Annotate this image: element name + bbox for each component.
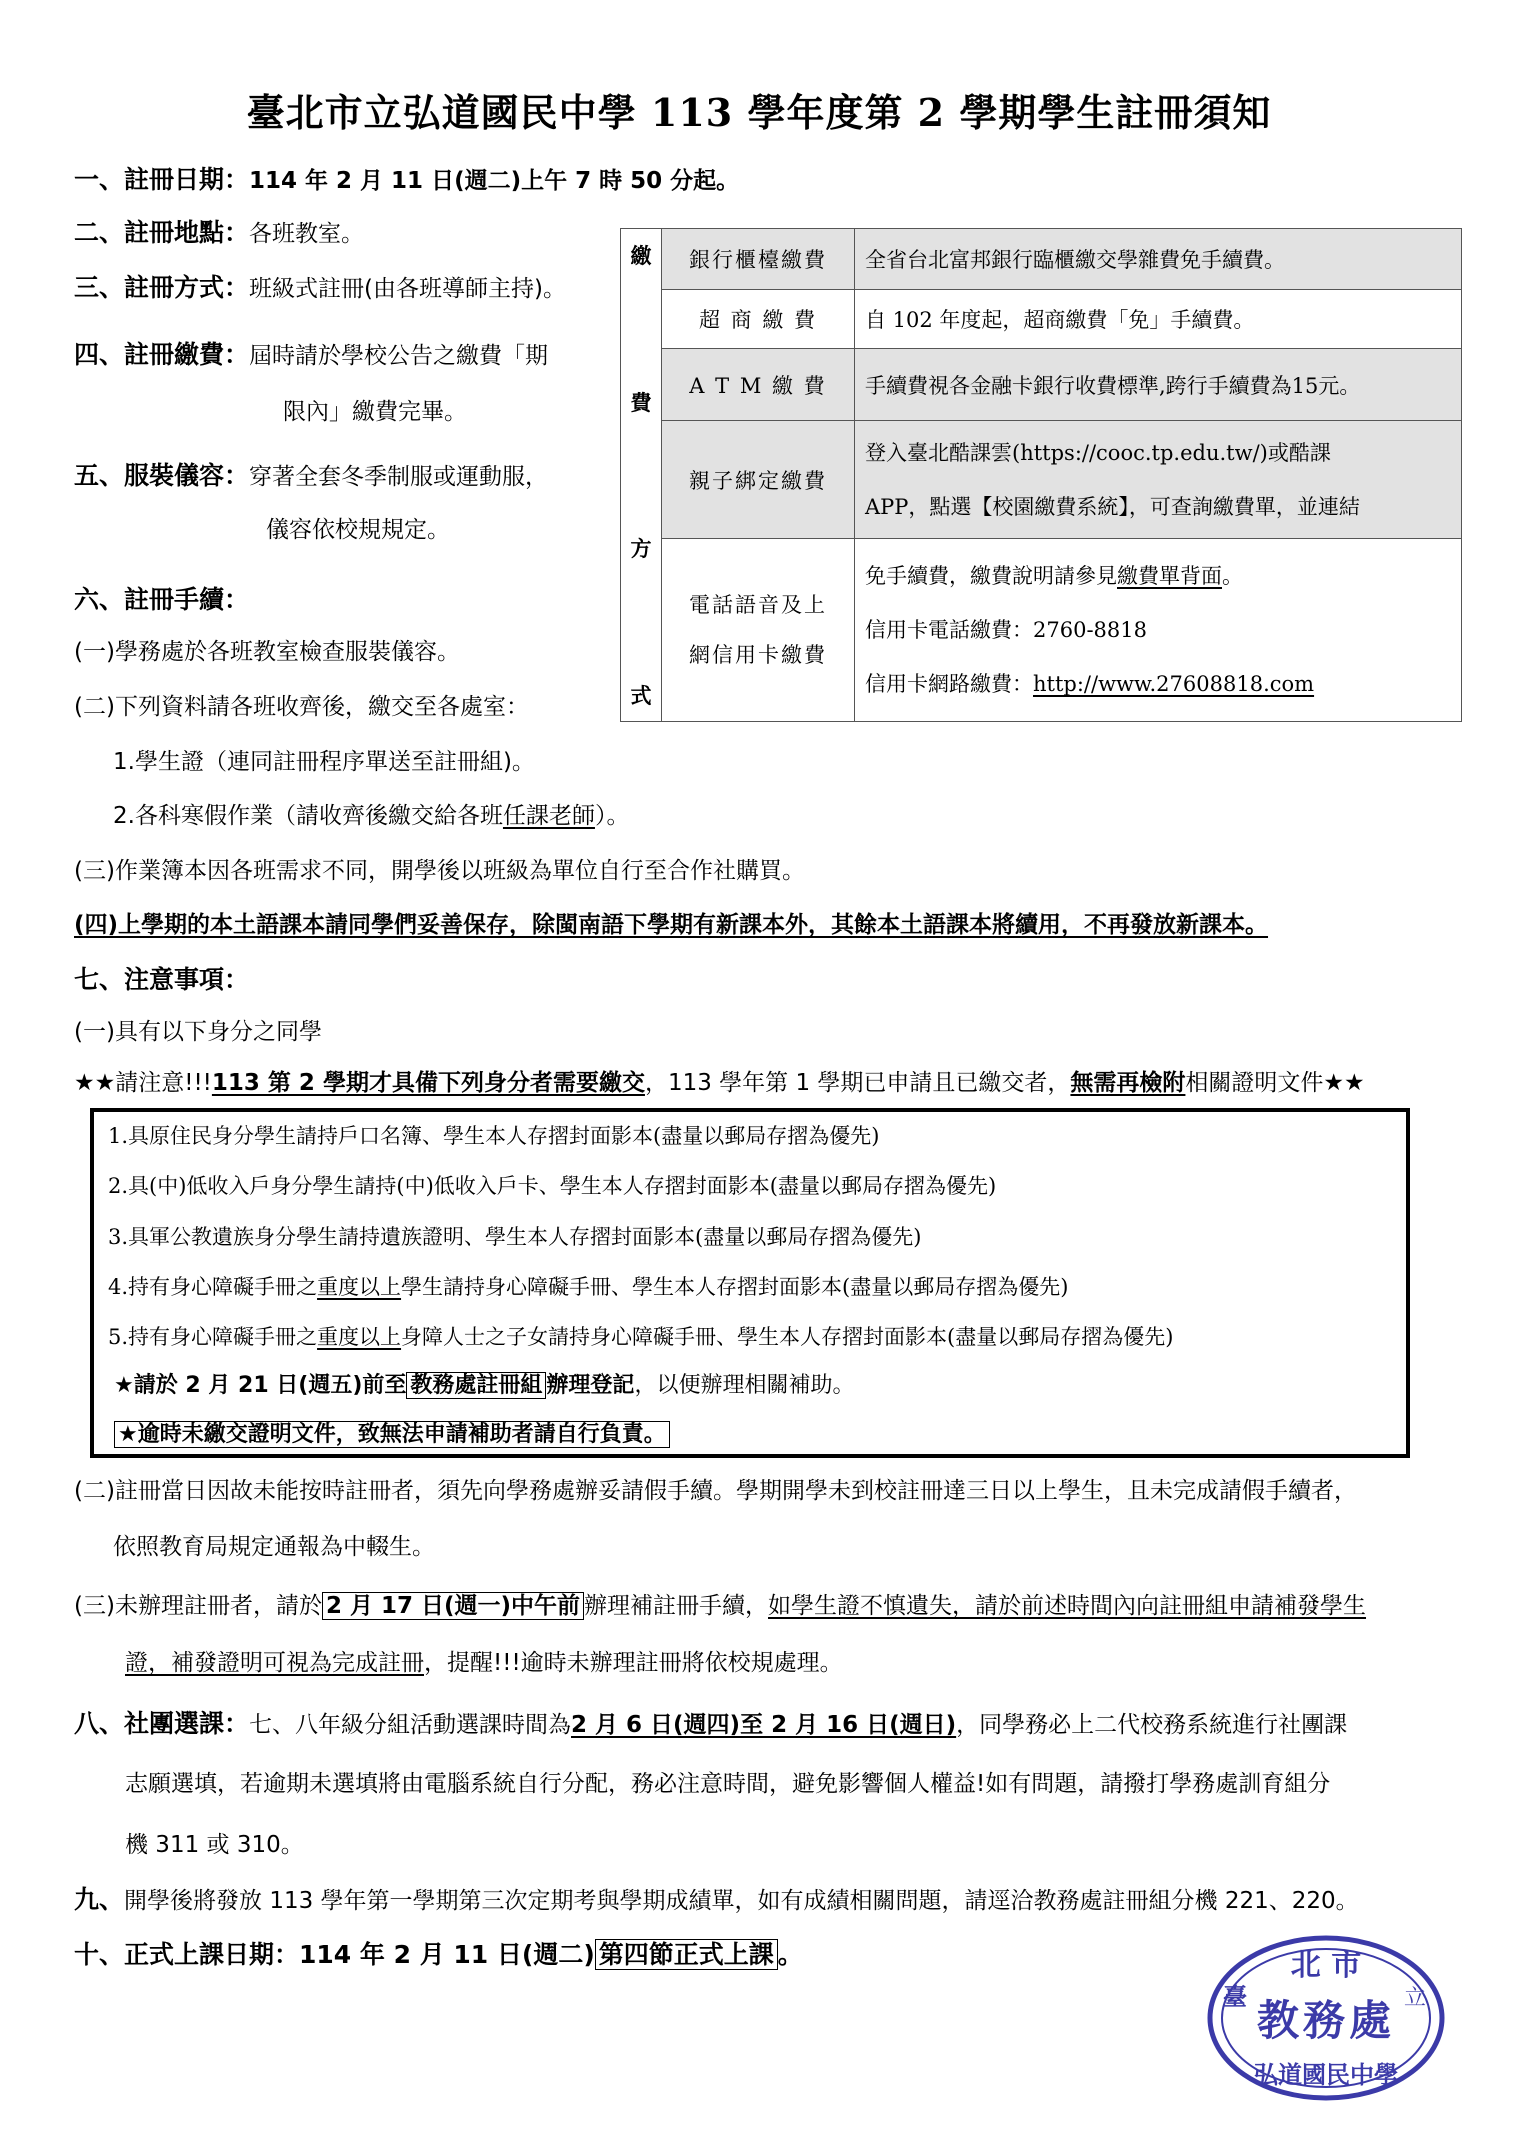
dress-code-text-1: 穿著全套冬季制服或運動服， bbox=[249, 464, 549, 490]
payment-methods-table bbox=[620, 228, 1462, 722]
section-heading: 八、社團選課： bbox=[74, 1709, 250, 1738]
seal-center-text: 教務處 bbox=[1256, 1996, 1396, 2045]
academic-affairs-registration-text: 教務處註冊組 bbox=[406, 1372, 546, 1399]
fourth-period-text: 第四節正式上課 bbox=[595, 1939, 778, 1970]
desc-line bbox=[865, 549, 1451, 603]
payment-method-desc: 手續費視各金融卡銀行收費標準,跨行手續費為15元。 bbox=[855, 349, 1462, 421]
seal-bottom-text: 弘道國民中學 bbox=[1254, 2060, 1398, 2089]
reissue-text: 證，補發證明可視為完成註冊 bbox=[125, 1650, 424, 1676]
side-char: 方 bbox=[630, 536, 652, 562]
identity-item-1: 1.具原住民身分學生請持戶口名簿、學生本人存摺封面影本(盡量以郵局存摺為優先) bbox=[108, 1124, 880, 1148]
payment-method-desc bbox=[855, 421, 1462, 539]
club-period-text: 2 月 6 日(週四)至 2 月 16 日(週日) bbox=[571, 1712, 957, 1738]
payment-method-desc: 全省台北富邦銀行臨櫃繳交學雜費免手續費。 bbox=[855, 229, 1462, 290]
notes-item-2-line-1: (二)註冊當日因故未能按時註冊者，須先向學務處辦妥請假手續。學期開學未到校註冊達三日以上學生，且未完成請假手續者， bbox=[74, 1478, 1357, 1504]
seal-right-text: 立 bbox=[1403, 1986, 1427, 2011]
side-char: 式 bbox=[630, 682, 652, 708]
club-text-line-2: 志願選填，若逾期未選填將由電腦系統自行分配，務必注意時間，避免影響個人權益!如有問題，請撥打學務處訓育組分 bbox=[125, 1771, 1331, 1797]
notes-text: ，提醒!!!逾時未辦理註冊將依校規處理。 bbox=[424, 1650, 843, 1676]
payment-row-convenience-store bbox=[621, 290, 1462, 349]
side-char: 繳 bbox=[630, 243, 652, 268]
section-registration-date bbox=[74, 160, 739, 196]
payment-row-parent-binding bbox=[621, 421, 1462, 539]
section-registration-method bbox=[74, 268, 566, 304]
warning-text: ★逾時未繳交證明文件，致無法申請補助者請自行負責。 bbox=[114, 1421, 670, 1448]
class-start-text: 十、正式上課日期：114 年 2 月 11 日(週二) bbox=[74, 1940, 595, 1969]
deadline-text: 辦理登記 bbox=[546, 1373, 635, 1398]
makeup-deadline-text: 2 月 17 日(週一)中午前 bbox=[322, 1592, 584, 1620]
page-title: 臺北市立弘道國民中學 113 學年度第 2 學期學生註冊須知 bbox=[246, 90, 1272, 135]
identity-text: 4.持有身心障礙手冊之 bbox=[108, 1275, 318, 1299]
desc-line: 信用卡電話繳費：2760-8818 bbox=[865, 618, 1147, 642]
academic-affairs-seal bbox=[1205, 1933, 1447, 2103]
notes-attention-line bbox=[74, 1064, 1365, 1097]
registration-fee-text-1: 屆時請於學校公告之繳費「期 bbox=[249, 343, 549, 369]
name-line: 網信用卡繳費 bbox=[689, 643, 827, 667]
notes-item-1: (一)具有以下身分之同學 bbox=[74, 1019, 322, 1045]
procedure-item-1: (一)學務處於各班教室檢查服裝儀容。 bbox=[74, 639, 460, 665]
seal-left-text: 臺 bbox=[1223, 1982, 1247, 2011]
payment-method-name bbox=[662, 539, 855, 722]
payment-method-name: A T M 繳 費 bbox=[662, 349, 855, 421]
payment-method-desc: 自 102 年度起，超商繳費「免」手續費。 bbox=[855, 290, 1462, 349]
payment-method-name: 親子綁定繳費 bbox=[662, 421, 855, 539]
class-start-end: 。 bbox=[777, 1940, 803, 1969]
attention-no-need: 無需再檢附 bbox=[1070, 1070, 1186, 1096]
notes-item-2-line-2: 依照教育局規定通報為中輟生。 bbox=[113, 1534, 435, 1560]
seal-top-text: 北 市 bbox=[1290, 1948, 1362, 1983]
late-submission-warning bbox=[114, 1417, 670, 1448]
payment-method-desc bbox=[855, 539, 1462, 722]
section-heading-notes: 七、注意事項： bbox=[74, 965, 250, 994]
side-char: 費 bbox=[630, 389, 652, 415]
registration-location-text: 各班教室。 bbox=[249, 221, 365, 247]
notes-text: 辦理補註冊手續， bbox=[584, 1593, 769, 1619]
section-heading: 五、服裝儀容： bbox=[74, 461, 250, 490]
section-class-start bbox=[74, 1935, 803, 1971]
desc-line bbox=[865, 657, 1451, 711]
identity-item-3: 3.具軍公教遺族身分學生請持遺族證明、學生本人存摺封面影本(盡量以郵局存摺為優先) bbox=[108, 1225, 922, 1249]
procedure-item-2b bbox=[113, 797, 629, 830]
section-report-cards bbox=[74, 1880, 1359, 1916]
section-club-selection bbox=[74, 1704, 1347, 1740]
payment-website-link[interactable]: http://www.27608818.com bbox=[1033, 672, 1315, 696]
section-heading-procedures: 六、註冊手續： bbox=[74, 585, 250, 614]
subject-teacher-text: 任課老師 bbox=[502, 803, 595, 829]
procedure-item-2a: 1.學生證（連同註冊程序單送至註冊組)。 bbox=[113, 749, 535, 775]
registration-method-text: 班級式註冊(由各班導師主持)。 bbox=[249, 276, 566, 302]
procedure-item-2b-post: ）。 bbox=[594, 803, 630, 829]
identity-text: 學生請持身心障礙手冊、學生本人存摺封面影本(盡量以郵局存摺為優先) bbox=[401, 1275, 1069, 1299]
identity-text: 身障人士之子女請持身心障礙手冊、學生本人存摺封面影本(盡量以郵局存摺為優先) bbox=[401, 1325, 1174, 1349]
section-heading: 二、註冊地點： bbox=[74, 218, 250, 247]
severe-level-text: 重度以上 bbox=[317, 1275, 402, 1299]
section-heading: 一、註冊日期： bbox=[74, 165, 250, 194]
severe-level-text: 重度以上 bbox=[317, 1325, 402, 1349]
procedure-item-4: (四)上學期的本土語課本請同學們妥善保存，除閩南語下學期有新課本外，其餘本土語課本將續用，不再發放新課本。 bbox=[74, 912, 1269, 938]
payment-method-name: 超 商 繳 費 bbox=[662, 290, 855, 349]
attention-suffix: 相關證明文件★★ bbox=[1185, 1070, 1365, 1096]
club-text: ，同學務必上二代校務系統進行社團課 bbox=[956, 1712, 1348, 1738]
attention-prefix: ★★請注意!!! bbox=[74, 1070, 212, 1096]
procedure-item-3: (三)作業簿本因各班需求不同，開學後以班級為單位自行至合作社購買。 bbox=[74, 858, 805, 884]
procedure-item-2b-pre: 2.各科寒假作業（請收齊後繳交給各班 bbox=[113, 803, 503, 829]
section-heading: 九、 bbox=[74, 1885, 125, 1914]
procedure-item-2: (二)下列資料請各班收齊後，繳交至各處室： bbox=[74, 694, 529, 720]
section-dress-code bbox=[74, 456, 548, 492]
identity-item-2: 2.具(中)低收入戶身分學生請持(中)低收入戶卡、學生本人存摺封面影本(盡量以郵局存摺為優先) bbox=[108, 1174, 997, 1198]
deadline-text: ★請於 2 月 21 日(週五)前至 bbox=[114, 1373, 407, 1398]
section-registration-fee bbox=[74, 335, 548, 371]
payment-methods-side-label bbox=[621, 229, 662, 722]
registration-date-text: 114 年 2 月 11 日(週二)上午 7 時 50 分起。 bbox=[249, 168, 740, 194]
attention-middle: ，113 學年第 1 學期已申請且已繳交者， bbox=[644, 1070, 1071, 1096]
registration-fee-text-2: 限內」繳費完畢。 bbox=[283, 399, 467, 425]
section-heading: 三、註冊方式： bbox=[74, 273, 250, 302]
lost-card-text: 如學生證不慎遺失，請於前述時間內向註冊組申請補發學生 bbox=[768, 1593, 1367, 1619]
payment-row-phone-online bbox=[621, 539, 1462, 722]
desc-text: 免手續費，繳費說明請參見 bbox=[865, 564, 1117, 588]
desc-line: APP，點選【校園繳費系統】，可查詢繳費單，並連結 bbox=[865, 494, 1360, 519]
attention-emphasis: 113 第 2 學期才具備下列身分者需要繳交 bbox=[211, 1070, 645, 1096]
identity-item-5 bbox=[108, 1321, 1173, 1351]
notes-item-3-line-2 bbox=[125, 1644, 843, 1677]
registration-deadline-note bbox=[114, 1368, 854, 1399]
bill-back-text: 繳費單背面 bbox=[1117, 564, 1222, 588]
payment-row-bank bbox=[621, 229, 1462, 290]
payment-method-name: 銀行櫃檯繳費 bbox=[662, 229, 855, 290]
notes-item-3-line-1 bbox=[74, 1587, 1366, 1620]
desc-text: 。 bbox=[1222, 564, 1243, 588]
deadline-text: ，以便辦理相關補助。 bbox=[634, 1373, 855, 1398]
identity-item-4 bbox=[108, 1271, 1068, 1301]
notes-text: (三)未辦理註冊者，請於 bbox=[74, 1593, 322, 1619]
desc-text: 信用卡網路繳費： bbox=[865, 672, 1033, 696]
identity-documents-box bbox=[90, 1108, 1410, 1458]
section-heading: 四、註冊繳費： bbox=[74, 340, 250, 369]
club-text: 七、八年級分組活動選課時間為 bbox=[249, 1712, 572, 1738]
report-cards-text: 開學後將發放 113 學年第一學期第三次定期考與學期成績單，如有成績相關問題，請逕洽教務處註冊組分機 221、220。 bbox=[124, 1888, 1359, 1914]
desc-line: 登入臺北酷課雲(https://cooc.tp.edu.tw/)或酷課 bbox=[865, 440, 1331, 465]
payment-row-atm bbox=[621, 349, 1462, 421]
identity-text: 5.持有身心障礙手冊之 bbox=[108, 1325, 318, 1349]
name-line: 電話語音及上 bbox=[689, 593, 827, 617]
section-registration-location bbox=[74, 213, 364, 249]
dress-code-text-2: 儀容依校規規定。 bbox=[266, 517, 450, 543]
club-text-line-3: 機 311 或 310。 bbox=[125, 1832, 304, 1858]
